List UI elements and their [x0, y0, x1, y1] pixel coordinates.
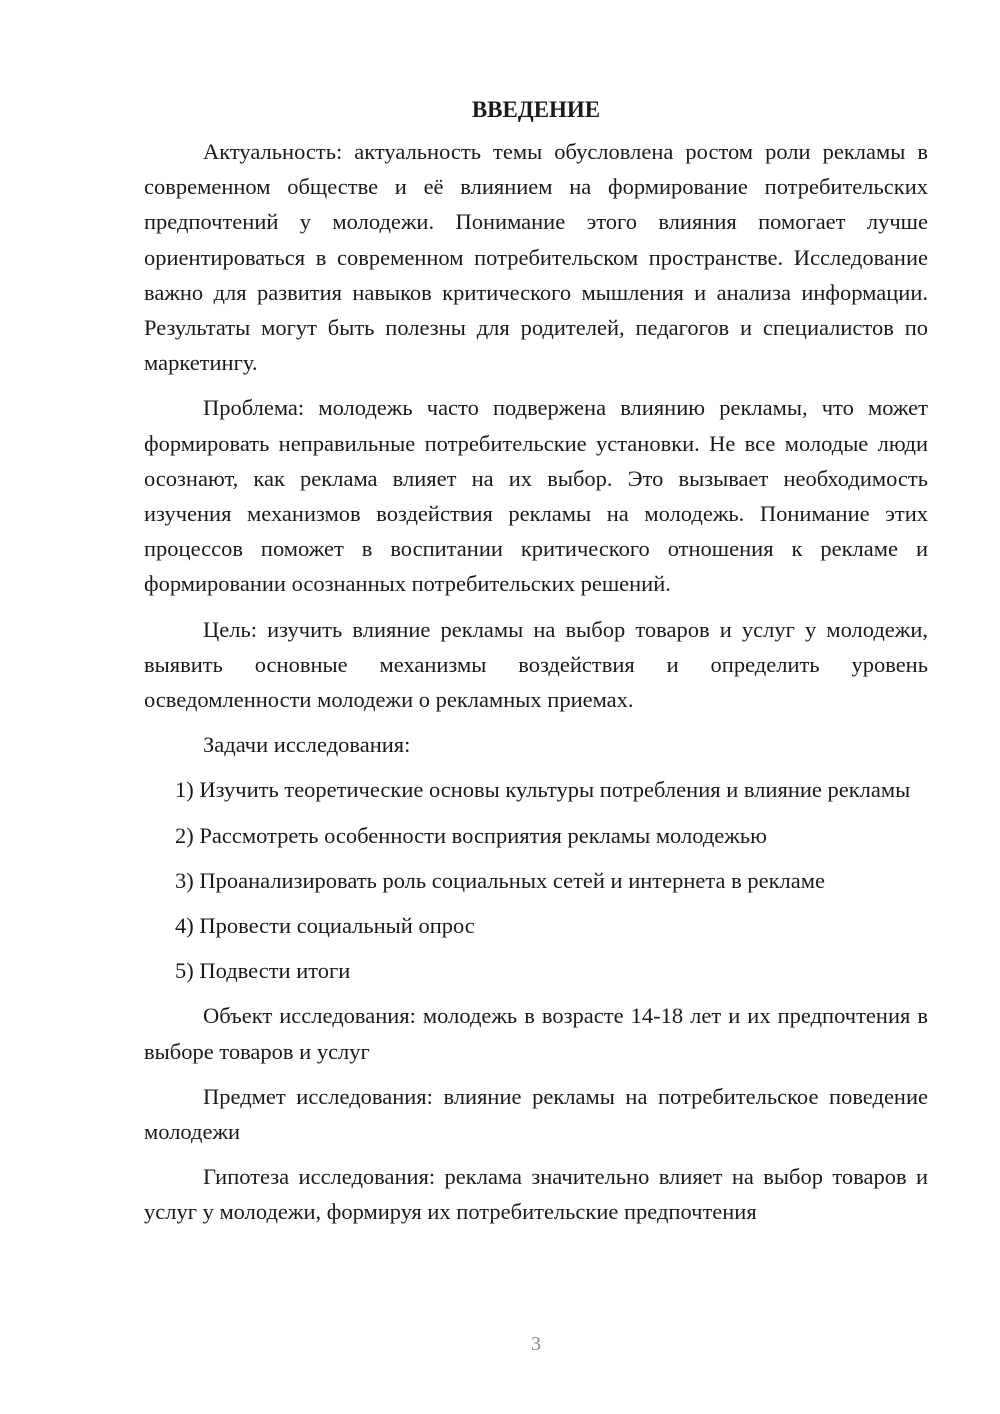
task-item-3: 3) Проанализировать роль социальных сетей и интернета в рекламе: [175, 867, 825, 893]
section-title: ВВЕДЕНИЕ: [471, 97, 601, 122]
task-item-4: 4) Провести социальный опрос: [175, 913, 475, 939]
task-item-1: 1) Изучить теоретические основы культуры потребления и влияние рекламы: [175, 777, 911, 803]
tasks-heading: Задачи исследования:: [203, 732, 411, 758]
problem-paragraph: Проблема: молодежь часто подвержена влиянию рекламы, что может формировать неправильные потребительские установки. Не все молодые люди осознают, как реклама влияет на их выбор. Это вызывает необходимость изучения механизмов воздействия рекламы на молодежь. Понимание этих процессов поможет в воспитании критического отношения к рекламе и формировании осознанных потребительских решений.: [144, 395, 928, 597]
task-item-5: 5) Подвести итоги: [175, 958, 351, 984]
hypothesis-paragraph: Гипотеза исследования: реклама значительно влияет на выбор товаров и услуг у молодежи, формируя их потребительские предпочтения: [144, 1164, 928, 1225]
document-page: [144, 92, 928, 1230]
relevance-paragraph: Актуальность: актуальность темы обусловлена ростом роли рекламы в современном обществе и её влиянием на формирование потребительских предпочтений у молодежи. Понимание этого влияния помогает лучше ориентироваться в современном потребительском пространстве. Исследование важно для развития навыков критического мышления и анализа информации. Результаты могут быть полезны для родителей, педагогов и специалистов по маркетингу.: [144, 139, 928, 376]
goal-paragraph: Цель: изучить влияние рекламы на выбор товаров и услуг у молодежи, выявить основные механизмы воздействия и определить уровень осведомленности молодежи о рекламных приемах.: [144, 616, 928, 713]
page-number: 3: [531, 1333, 541, 1355]
subject-paragraph: Предмет исследования: влияние рекламы на потребительское поведение молодежи: [144, 1083, 928, 1145]
task-item-2: 2) Рассмотреть особенности восприятия рекламы молодежью: [175, 822, 767, 848]
tasks-list: [144, 772, 928, 988]
object-paragraph: Объект исследования: молодежь в возрасте 14-18 лет и их предпочтения в выборе товаров и услуг: [144, 1003, 928, 1064]
